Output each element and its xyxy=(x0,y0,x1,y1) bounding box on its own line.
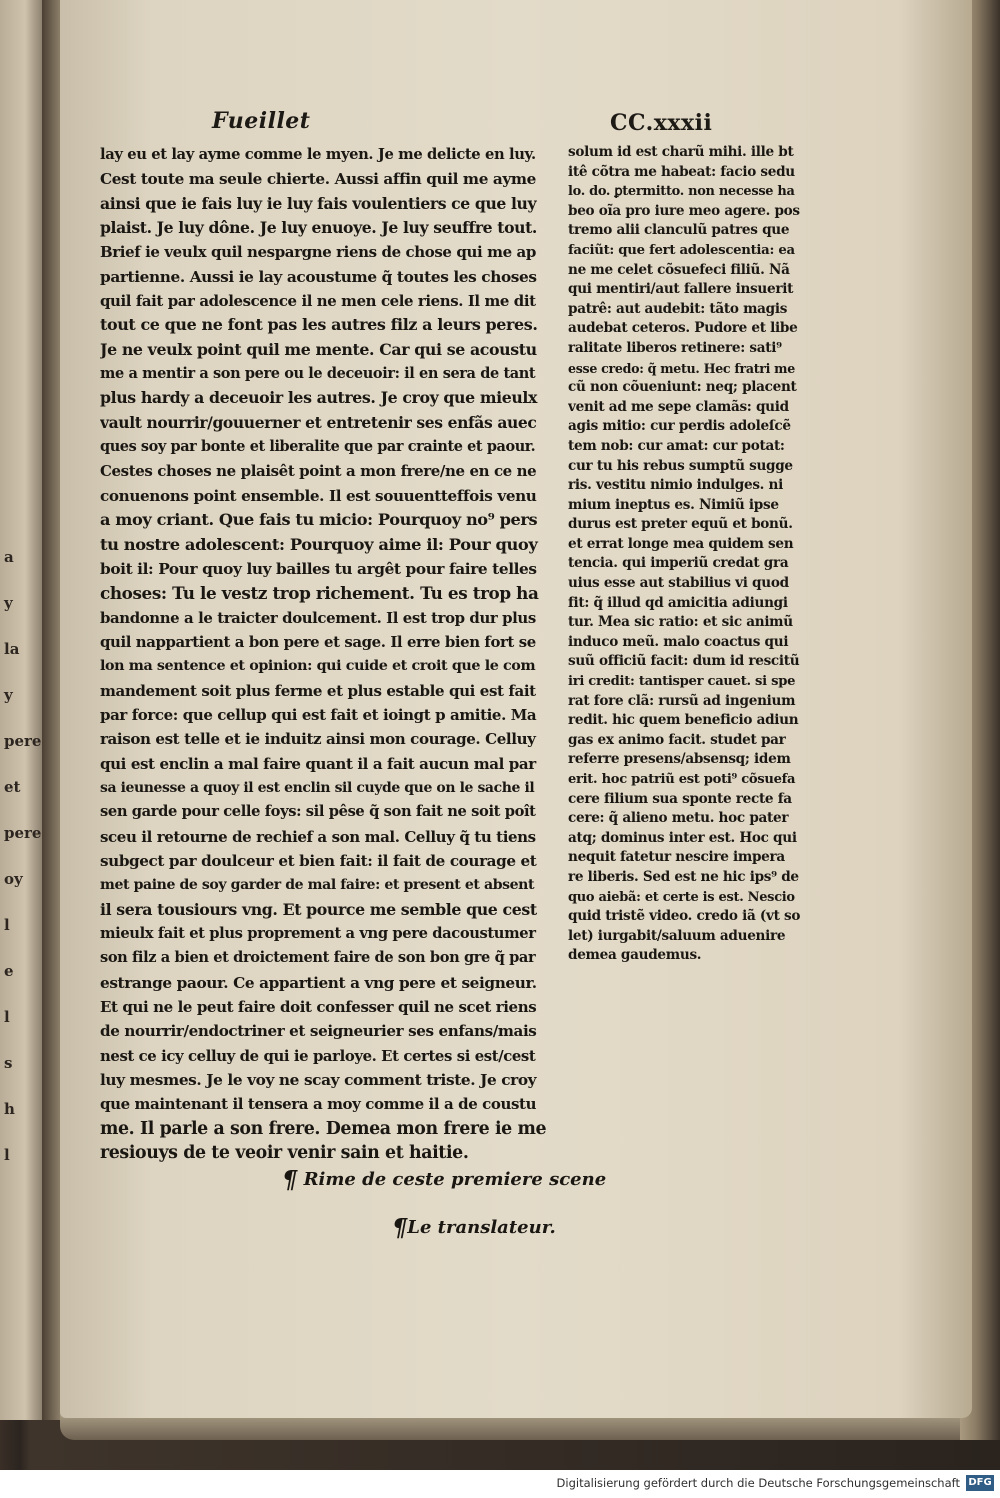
french-text-line: boit il: Pour quoy luy bailles tu argêt pour faire telles xyxy=(100,559,537,578)
latin-text-line: venit ad me sepe clamãs: quid xyxy=(568,398,789,415)
latin-text-line: iri credit: tantisper cauet. si spe xyxy=(568,674,796,690)
latin-text-line: solum id est charũ mihi. ille bt xyxy=(568,144,794,160)
french-text-line: que maintenant il tensera a moy comme il a de coustu xyxy=(100,1095,537,1114)
french-text-line: estrange paour. Ce appartient a vng pere et seigneur. xyxy=(100,973,537,992)
french-text-line: mandement soit plus ferme et plus estable qui est fait xyxy=(100,681,536,700)
facing-page-margin-fragment: y xyxy=(4,594,13,612)
french-text-line: Brief ie veulx quil nespargne riens de chose qui me ap xyxy=(100,243,536,262)
french-text-line: tout ce que ne font pas les autres filz a leurs peres. xyxy=(100,315,538,335)
latin-text-line: nequit fatetur nescire impera xyxy=(568,849,785,866)
french-text-line: conuenons point ensemble. Il est souuentteffois venu xyxy=(100,486,537,505)
latin-text-line: rat fore clã: rursũ ad ingenium xyxy=(568,692,796,709)
french-text-line: il sera tousiours vng. Et pource me semble que cest xyxy=(100,899,537,919)
latin-text-line: quid tristẽ video. credo iã (vt so xyxy=(568,908,800,925)
latin-text-line: beo oĩa pro iure meo agere. pos xyxy=(568,202,800,219)
french-text-line: par force: que cellup qui est fait et ioingt p amitie. Ma xyxy=(100,705,537,724)
french-text-line: lon ma sentence et opinion: qui cuide et croit que le com xyxy=(100,658,536,675)
facing-page-margin-fragment: l xyxy=(4,1008,10,1026)
latin-text-line: patrê: aut audebit: tãto magis xyxy=(568,300,788,317)
latin-text-line: induco meũ. malo coactus qui xyxy=(568,633,789,650)
latin-text-line: fit: q̃ illud qd amicitia adiungi xyxy=(568,594,788,611)
facing-page-margin-fragment: pere xyxy=(4,824,42,842)
latin-text-line: let) iurgabit/saluum aduenire xyxy=(568,927,786,944)
french-text-line: qui est enclin a mal faire quant il a fait aucun mal par xyxy=(100,754,536,773)
latin-text-line: uius esse aut stabilius vi quod xyxy=(568,575,789,592)
latin-text-line: agis mitio: cur perdis adoleſcẽ xyxy=(568,418,791,435)
french-text-line: subgect par doulceur et bien fait: il fait de courage et xyxy=(100,851,537,870)
facing-page-margin-fragment: la xyxy=(4,640,20,658)
french-text-line: me a mentir a son pere ou le deceuoir: il en sera de tant xyxy=(100,365,536,383)
latin-text-line: durus est preter equũ et bonũ. xyxy=(568,516,793,533)
facing-page-margin-fragment: a xyxy=(4,548,14,566)
facing-page-margin-fragment: h xyxy=(4,1100,15,1118)
latin-text-line: lo. do. ꝑtermitto. non necesse ha xyxy=(568,184,795,200)
french-text-line: sceu il retourne de rechief a son mal. Celluy q̃ tu tiens xyxy=(100,827,536,846)
facing-page-margin-fragment: oy xyxy=(4,870,23,888)
latin-text-line: audebat ceteros. Pudore et libe xyxy=(568,320,798,337)
latin-text-line: ris. vestitu nimio indulges. ni xyxy=(568,477,783,494)
latin-text-line: atq; dominus inter est. Hoc qui xyxy=(568,829,797,846)
french-text-line: mieulx fait et plus proprement a vng pere dacoustumer xyxy=(100,925,536,942)
latin-text-line: referre presens/absensq; idem xyxy=(568,751,791,768)
latin-text-line: qui mentiri/aut fallere insuerit xyxy=(568,281,794,298)
french-text-line: nest ce icy celluy de qui ie parloye. Et certes si est/cest xyxy=(100,1046,536,1065)
latin-text-column xyxy=(568,143,800,966)
latin-text-line: cur tu his rebus sumptũ sugge xyxy=(568,457,793,474)
latin-text-line: demea gaudemus. xyxy=(568,947,702,964)
latin-text-line: erit. hoc patriũ est poti⁹ cõsuefa xyxy=(568,772,796,787)
latin-text-line: cere filium sua sponte recte fa xyxy=(568,790,792,807)
facing-page-margin-fragment: l xyxy=(4,916,10,934)
latin-text-line: faciũt: que fert adolescentia: ea xyxy=(568,242,795,258)
facing-page-margin-fragment: et xyxy=(4,778,21,796)
pilcrow-icon: ¶ xyxy=(392,1213,408,1242)
french-text-line: sa ieunesse a quoy il est enclin sil cuyde que on le sache il xyxy=(100,779,535,796)
latin-text-line: esse credo: q̃ metu. Hec fratri me xyxy=(568,360,795,376)
rubric-scene-text: Rime de ceste premiere scene xyxy=(303,1169,607,1190)
french-text-line: raison est telle et ie induitz ainsi mon courage. Celluy xyxy=(100,730,536,749)
facing-page-margin-fragment: s xyxy=(4,1054,13,1072)
french-text-line: bandonne a le traicter doulcement. Il est trop dur plus xyxy=(100,608,536,627)
french-text-line: luy mesmes. Je le voy ne scay comment triste. Je croy xyxy=(100,1071,537,1090)
french-text-line: resiouys de te veoir venir sain et haitie. xyxy=(100,1143,469,1164)
french-text-line: lay eu et lay ayme comme le myen. Je me delicte en luy. xyxy=(100,146,536,163)
latin-text-line: tem nob: cur amat: cur potat: xyxy=(568,437,785,454)
french-text-line: tu nostre adolescent: Pourquoy aime il: Pour quoy xyxy=(100,534,538,554)
rubric-translator-heading xyxy=(392,1213,556,1242)
french-text-line: met paine de soy garder de mal faire: et present et absent xyxy=(100,877,535,894)
facing-page-margin-fragment: e xyxy=(4,962,14,980)
french-text-line: Et qui ne le peut faire doit confesser quil ne scet riens xyxy=(100,998,537,1017)
french-text-line: me. Il parle a son frere. Demea mon frere ie me xyxy=(100,1118,547,1139)
latin-text-line: et errat longe mea quidem sen xyxy=(568,535,794,552)
latin-text-line: ne me celet cõsuefeci filiũ. Nã xyxy=(568,261,790,278)
funding-notice: Digitalisierung gefördert durch die Deutsche Forschungsgemeinschaft xyxy=(556,1476,960,1490)
french-text-line: son filz a bien et droictement faire de son bon gre q̃ par xyxy=(100,949,536,967)
french-text-line: plus hardy a deceuoir les autres. Je croy que mieulx xyxy=(100,388,537,408)
facing-page-edge xyxy=(0,0,42,1420)
latin-text-line: gas ex animo facit. studet par xyxy=(568,731,786,748)
facing-page-margin-fragment: l xyxy=(4,1146,10,1164)
facing-page-margin-fragment: y xyxy=(4,686,13,704)
french-text-line: de nourrir/endoctriner et seigneurier ses enfans/mais xyxy=(100,1022,537,1041)
latin-text-line: ralitate liberos retinere: sati⁹ xyxy=(568,339,782,356)
french-text-line: a moy criant. Que fais tu micio: Pourquoy no⁹ pers xyxy=(100,510,538,530)
latin-text-line: tencia. qui imperiũ credat gra xyxy=(568,555,789,572)
latin-text-line: redit. hic quem beneficio adiun xyxy=(568,712,799,729)
latin-text-line: itê cõtra me habeat: facio sedu xyxy=(568,163,795,180)
latin-text-line: tremo alii clanculũ patres que xyxy=(568,222,790,239)
french-text-line: ques soy par bonte et liberalite que par crainte et paour. xyxy=(100,438,536,456)
rubric-scene-heading xyxy=(282,1165,606,1194)
french-text-line: Cest toute ma seule chierte. Aussi affin quil me ayme xyxy=(100,170,536,189)
footer-bar xyxy=(0,1470,1000,1498)
latin-text-line: suũ officiũ facit: dum id rescitũ xyxy=(568,653,800,670)
latin-text-line: mium ineptus es. Nimiũ ipse xyxy=(568,496,779,513)
pilcrow-icon: ¶ xyxy=(282,1165,298,1194)
french-translation-column xyxy=(100,143,548,1165)
latin-text-line: cũ non cõueniunt: neq; placent xyxy=(568,379,797,396)
latin-text-line: re liberis. Sed est ne hic ips⁹ de xyxy=(568,868,799,885)
dfg-logo: DFG xyxy=(966,1475,994,1491)
french-text-line: partienne. Aussi ie lay acoustume q̃ toutes les choses xyxy=(100,267,537,286)
latin-text-line: quo aiebã: et certe is est. Nescio xyxy=(568,889,795,905)
running-head-folio-number: CC.xxxii xyxy=(610,110,713,136)
french-text-line: plaist. Je luy dône. Je luy enuoye. Je luy seuffre tout. xyxy=(100,218,537,238)
french-text-line: sen garde pour celle foys: sil pêse q̃ son fait ne soit poît xyxy=(100,803,536,821)
running-head-folio-label: Fueillet xyxy=(212,108,311,134)
french-text-line: Cestes choses ne plaisêt point a mon frere/ne en ce ne xyxy=(100,462,537,481)
french-text-line: ainsi que ie fais luy ie luy fais voulentiers ce que luy xyxy=(100,193,537,213)
french-text-line: quil fait par adolescence il ne men cele riens. Il me dit xyxy=(100,292,536,311)
french-text-line: vault nourrir/gouuerner et entretenir ses enfãs auec xyxy=(100,412,537,432)
french-text-line: quil nappartient a bon pere et sage. Il erre bien fort se xyxy=(100,632,536,651)
latin-text-line: cere: q̃ alieno metu. hoc pater xyxy=(568,810,789,827)
french-text-line: choses: Tu le vestz trop richement. Tu es trop ha xyxy=(100,583,539,604)
facing-page-margin-fragment: pere xyxy=(4,732,42,750)
rubric-translator-text: Le translateur. xyxy=(407,1217,556,1238)
french-text-line: Je ne veulx point quil me mente. Car qui se acoustu xyxy=(100,339,537,359)
latin-text-line: tur. Mea sic ratio: et sic animũ xyxy=(568,614,793,631)
